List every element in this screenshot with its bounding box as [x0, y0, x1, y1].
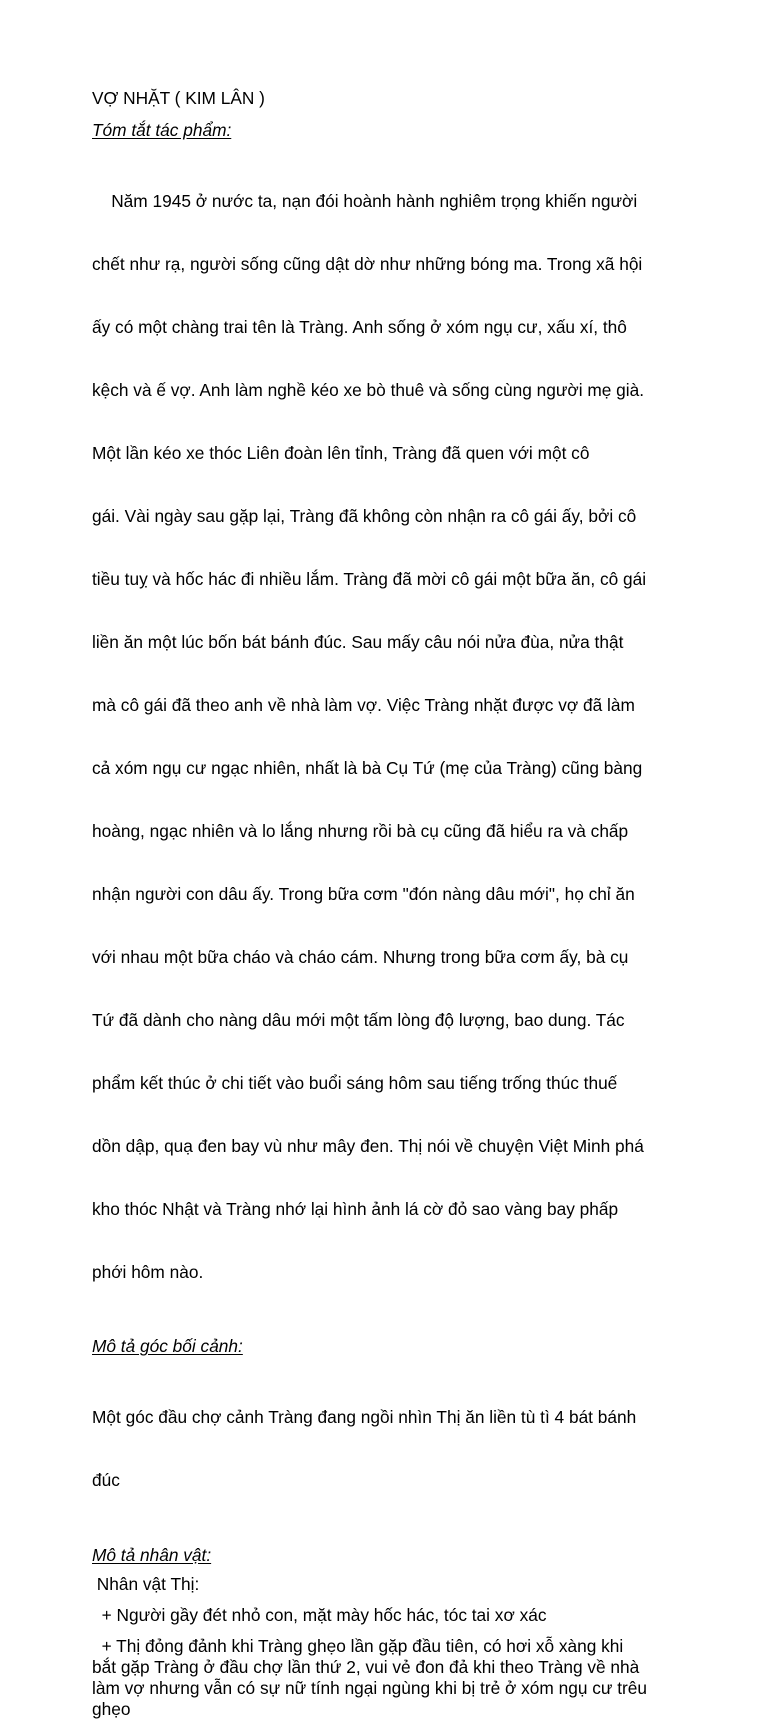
character-item-line: + Thị đỏng đảnh khi Tràng ghẹo lần gặp đầu tiên, có hơi xỗ xàng khi — [92, 1636, 624, 1656]
summary-line: mà cô gái đã theo anh về nhà làm vợ. Việc Tràng nhặt được vợ đã làm — [92, 695, 635, 715]
character-item-appearance — [92, 1605, 682, 1626]
setting-paragraph — [92, 1365, 682, 1533]
summary-line: ấy có một chàng trai tên là Tràng. Anh sống ở xóm ngụ cư, xấu xí, thô — [92, 317, 627, 337]
summary-line: dồn dập, quạ đen bay vù như mây đen. Thị nói về chuyện Việt Minh phá — [92, 1136, 644, 1156]
summary-line: Một lần kéo xe thóc Liên đoàn lên tỉnh, Tràng đã quen với một cô — [92, 443, 590, 463]
character-name-line — [92, 1574, 682, 1595]
character-item-line: ghẹo — [92, 1699, 131, 1719]
summary-heading: Tóm tắt tác phẩm: — [92, 120, 232, 140]
summary-line: nhận người con dâu ấy. Trong bữa cơm "đón nàng dâu mới", họ chỉ ăn — [92, 884, 635, 904]
summary-line: phẩm kết thúc ở chi tiết vào buổi sáng hôm sau tiếng trống thúc thuế — [92, 1073, 618, 1093]
summary-line: gái. Vài ngày sau gặp lại, Tràng đã không còn nhận ra cô gái ấy, bởi cô — [92, 506, 637, 526]
summary-paragraph — [92, 149, 682, 1325]
summary-line: Tứ đã dành cho nàng dâu mới một tấm lòng độ lượng, bao dung. Tác — [92, 1010, 625, 1030]
summary-line: với nhau một bữa cháo và cháo cám. Nhưng trong bữa cơm ấy, bà cụ — [92, 947, 629, 967]
setting-line: đúc — [92, 1470, 120, 1490]
setting-line: Một góc đầu chợ cảnh Tràng đang ngồi nhìn Thị ăn liền tù tì 4 bát bánh — [92, 1407, 637, 1427]
summary-line: kệch và ế vợ. Anh làm nghề kéo xe bò thuê và sống cùng người mẹ già. — [92, 380, 645, 400]
summary-line: cả xóm ngụ cư ngạc nhiên, nhất là bà Cụ Tứ (mẹ của Tràng) cũng bàng — [92, 758, 643, 778]
character-name: Nhân vật Thị: — [92, 1574, 200, 1594]
character-heading: Mô tả nhân vật: — [92, 1545, 212, 1565]
summary-line: chết như rạ, người sống cũng dật dờ như những bóng ma. Trong xã hội — [92, 254, 643, 274]
summary-line: tiều tuỵ và hốc hác đi nhiều lắm. Tràng đã mời cô gái một bữa ăn, cô gái — [92, 569, 647, 589]
document-page — [92, 88, 682, 1730]
summary-line: hoàng, ngạc nhiên và lo lắng nhưng rồi bà cụ cũng đã hiểu ra và chấp — [92, 821, 629, 841]
document-title: VỢ NHẶT ( KIM LÂN ) — [92, 88, 265, 108]
summary-line: phới hôm nào. — [92, 1262, 204, 1282]
summary-line: Năm 1945 ở nước ta, nạn đói hoành hành nghiêm trọng khiến người — [92, 191, 638, 211]
summary-line: kho thóc Nhật và Tràng nhớ lại hình ảnh lá cờ đỏ sao vàng bay phấp — [92, 1199, 619, 1219]
character-item-personality — [92, 1636, 682, 1720]
character-item-text: + Người gầy đét nhỏ con, mặt mày hốc hác, tóc tai xơ xác — [92, 1605, 547, 1625]
character-item-line: bắt gặp Tràng ở đầu chợ lần thứ 2, vui vẻ đon đả khi theo Tràng về nhà — [92, 1657, 640, 1677]
character-item-line: làm vợ nhưng vẫn có sự nữ tính ngại ngùng khi bị trẻ ở xóm ngụ cư trêu — [92, 1678, 648, 1698]
setting-heading: Mô tả góc bối cảnh: — [92, 1336, 243, 1356]
summary-line: liền ăn một lúc bốn bát bánh đúc. Sau mấy câu nói nửa đùa, nửa thật — [92, 632, 624, 652]
